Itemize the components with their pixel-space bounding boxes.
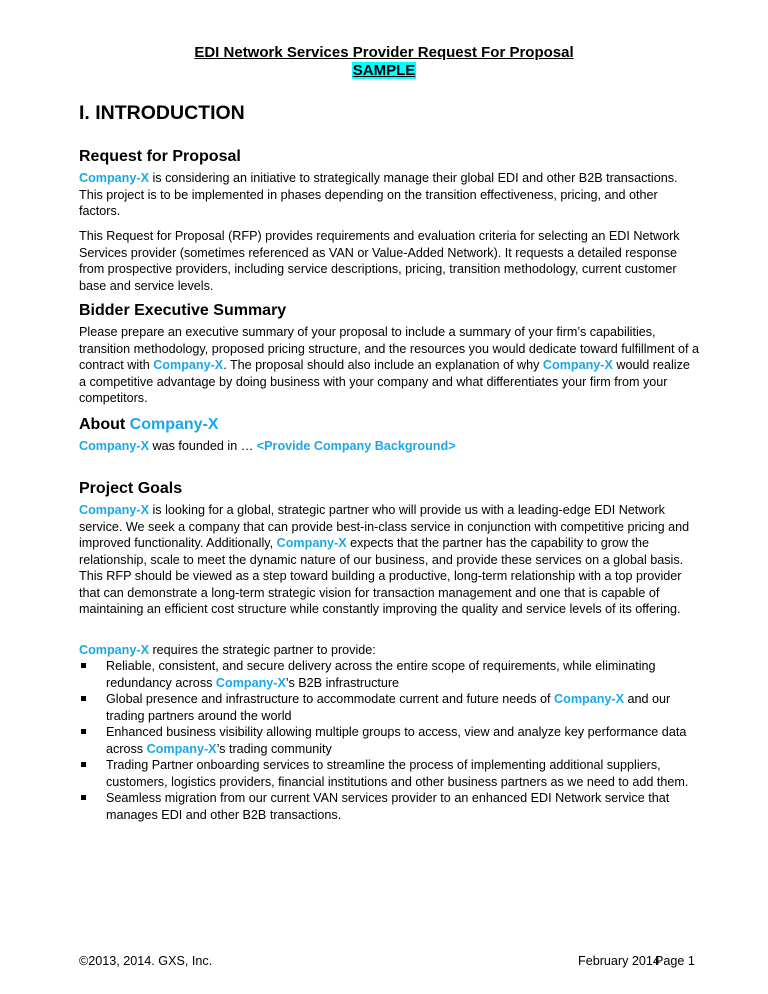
company-name: Company-X [542,358,613,372]
list-item: Reliable, consistent, and secure delivery across the entire scope of requirements, while eliminating redundancy across Company-X’s B2B infrastructure [79,658,697,691]
company-background-placeholder: <Provide Company Background> [256,439,456,453]
section-title: I. INTRODUCTION [79,102,245,124]
rfp-paragraph-2: This Request for Proposal (RFP) provides requirements and evaluation criteria for selecting an EDI Network Services provider (sometimes referenced as VAN or Value-Added Network). It requests a detailed response from prospective providers, including service descriptions, pricing, transition methodology, current customer base and service levels. [79,229,680,293]
footer-date: February 2014 [578,954,660,968]
bullet-icon [81,696,86,701]
company-name: Company-X [215,675,286,690]
bullet-icon [81,729,86,734]
summary-paragraph: Please prepare an executive summary of your proposal to include a summary of your firm’s capabilities, transition methodology, proposed pricing structure, and the resources you would dedicate toward fulfillment of a contract with Company-X. The proposal should also include an explanation of why Company-X would realize a competitive advantage by doing business with your company and what differentiates your firm from your competitors. [79,325,700,405]
company-name: Company-X [79,503,149,517]
list-item: Global presence and infrastructure to accommodate current and future needs of Company-X and our trading partners around the world [79,691,697,724]
company-name: Company-X [79,643,149,657]
list-item: Seamless migration from our current VAN services provider to an enhanced EDI Network service that manages EDI and other B2B transactions. [79,790,697,823]
footer-page-number: Page 1 [655,954,695,968]
company-name: Company-X [129,416,219,433]
company-name: Company-X [79,171,149,185]
bullet-icon [81,663,86,668]
footer-copyright: ©2013, 2014. GXS, Inc. [79,954,213,968]
about-paragraph: Company-X was founded in … <Provide Company Background> [79,439,456,453]
requirements-list [79,658,697,823]
list-item: Trading Partner onboarding services to streamline the process of implementing additional suppliers, customers, logistics providers, financial institutions and other business partners as we need to add them. [79,757,697,790]
company-name: Company-X [554,692,625,706]
company-name: Company-X [276,536,347,550]
company-name: Company-X [79,439,149,453]
document-title: EDI Network Services Provider Request For Proposal [194,44,574,61]
company-name: Company-X [153,358,224,372]
bullet-icon [81,795,86,800]
heading-about-company: About Company-X [79,416,219,433]
list-item: Enhanced business visibility allowing multiple groups to access, view and analyze key performance data across Company-X’s trading community [79,724,697,757]
heading-project-goals: Project Goals [79,480,183,497]
document-header [0,44,768,80]
company-name: Company-X [146,741,217,756]
rfp-paragraph-1: Company-X is considering an initiative to strategically manage their global EDI and other B2B transactions. This project is to be implemented in phases depending on the transition effectiveness, pricing, and other factors. [79,171,678,218]
heading-bidder-executive-summary: Bidder Executive Summary [79,302,287,319]
requirements-intro: Company-X requires the strategic partner to provide: [79,643,376,657]
bullet-icon [81,762,86,767]
goals-paragraph: Company-X is looking for a global, strategic partner who will provide us with a leading-edge EDI Network service. We seek a company that can provide best-in-class service in conjunction with competitive pricing and improved functionality. Additionally, Company-X expects that the partner has the capability to grow the relationship, scale to meet the dynamic nature of our business, and provide these services on a global basis. This RFP should be viewed as a step toward building a productive, long-term relationship with a top provider that can demonstrate a long-term strategic vision for transaction management and one that is capable of maintaining an efficient cost structure while constantly improving the quality and service levels of its offering. [79,503,690,616]
sample-badge: SAMPLE [352,62,416,79]
heading-request-for-proposal: Request for Proposal [79,148,241,165]
